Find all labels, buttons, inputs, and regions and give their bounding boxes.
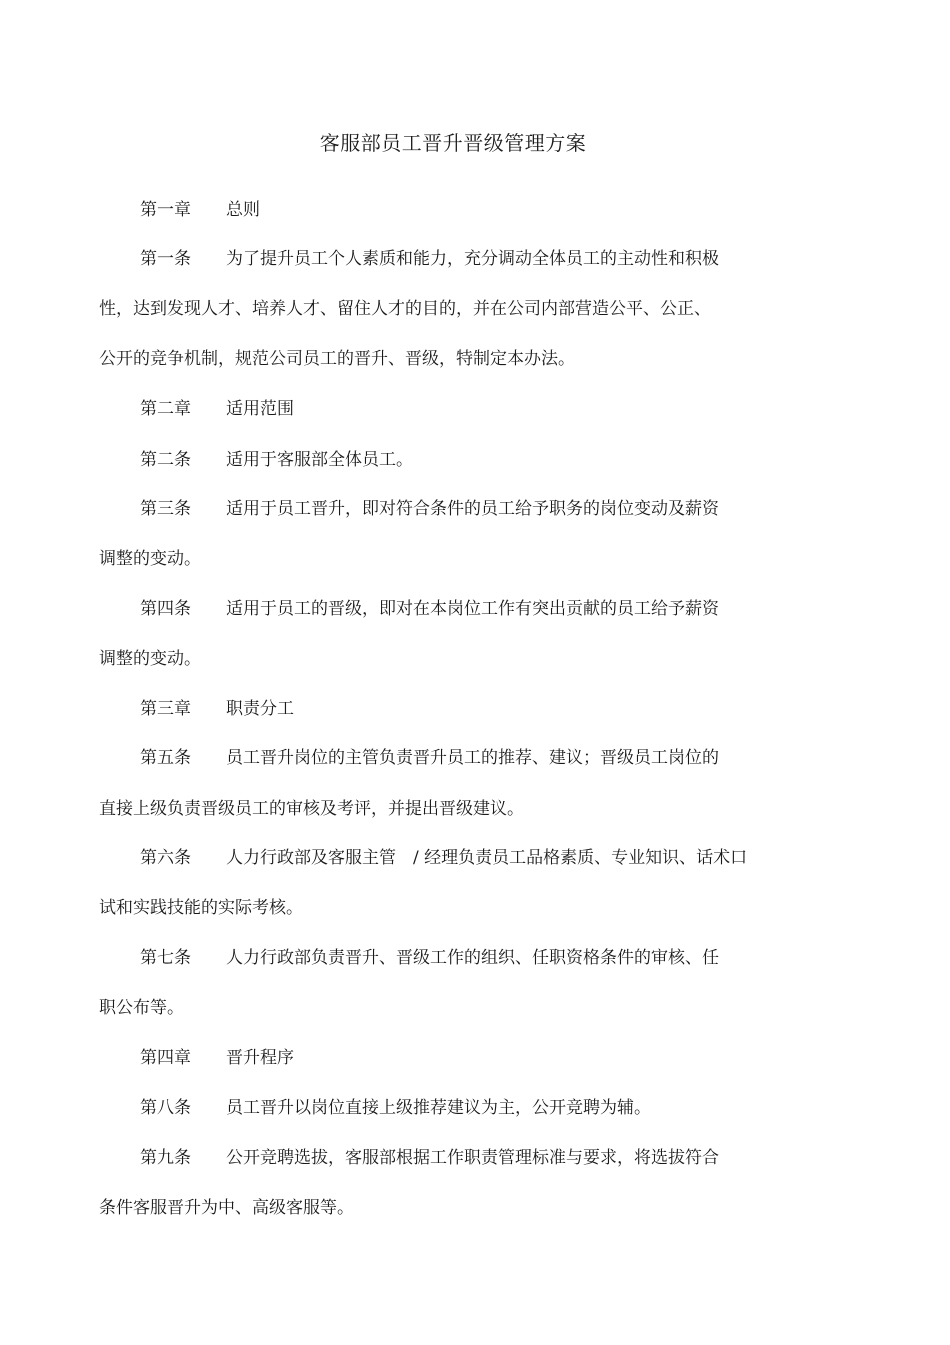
line-number: 第三章 (140, 699, 191, 719)
chapter-heading (140, 697, 294, 721)
continuation-line (99, 297, 711, 321)
chapter-heading (140, 198, 260, 222)
continuation-line (99, 896, 303, 920)
continuation-line (99, 797, 524, 821)
line-text: 条件客服晋升为中、高级客服等。 (99, 1198, 354, 1218)
article-line (140, 846, 747, 870)
line-text: 公开竞聘选拔，客服部根据工作职责管理标准与要求，将选拔符合 (226, 1148, 719, 1168)
line-number: 第四章 (140, 1048, 191, 1068)
line-text: 性，达到发现人才、培养人才、留住人才的目的，并在公司内部营造公平、公正、 (99, 299, 711, 319)
line-number: 第四条 (140, 599, 191, 619)
line-number: 第七条 (140, 948, 191, 968)
line-text: 人力行政部负责晋升、晋级工作的组织、任职资格条件的审核、任 (226, 948, 719, 968)
line-text: 试和实践技能的实际考核。 (99, 898, 303, 918)
article-line (140, 597, 719, 621)
article-line (140, 247, 719, 271)
line-number: 第八条 (140, 1098, 191, 1118)
line-text: 调整的变动。 (99, 549, 201, 569)
line-text: 适用于员工的晋级，即对在本岗位工作有突出贡献的员工给予薪资 (226, 599, 719, 619)
line-text: 公开的竞争机制，规范公司员工的晋升、晋级，特制定本办法。 (99, 349, 575, 369)
line-text: 调整的变动。 (99, 649, 201, 669)
article-line (140, 1096, 651, 1120)
line-number: 第一章 (140, 200, 191, 220)
line-number: 第六条 (140, 848, 191, 868)
article-line (140, 497, 719, 521)
line-number: 第一条 (140, 249, 191, 269)
line-text: 直接上级负责晋级员工的审核及考评，并提出晋级建议。 (99, 799, 524, 819)
continuation-line (99, 547, 201, 571)
line-number: 第二条 (140, 450, 191, 470)
continuation-line (99, 1196, 354, 1220)
line-text: 适用范围 (226, 399, 294, 419)
line-number: 第五条 (140, 748, 191, 768)
line-text: 适用于客服部全体员工。 (226, 450, 413, 470)
line-text: 人力行政部及客服主管 / 经理负责员工品格素质、专业知识、话术口 (226, 848, 748, 868)
line-number: 第二章 (140, 399, 191, 419)
line-number: 第三条 (140, 499, 191, 519)
chapter-heading (140, 397, 294, 421)
document-title: 客服部员工晋升晋级管理方案 (319, 131, 587, 155)
article-line (140, 1146, 719, 1170)
line-text: 晋升程序 (226, 1048, 294, 1068)
article-line (140, 946, 719, 970)
chapter-heading (140, 1046, 294, 1070)
line-text: 员工晋升以岗位直接上级推荐建议为主，公开竞聘为辅。 (226, 1098, 651, 1118)
line-number: 第九条 (140, 1148, 191, 1168)
line-text: 总则 (226, 200, 260, 220)
continuation-line (99, 996, 184, 1020)
article-line (140, 448, 413, 472)
continuation-line (99, 347, 575, 371)
line-text: 职责分工 (226, 699, 294, 719)
line-text: 适用于员工晋升，即对符合条件的员工给予职务的岗位变动及薪资 (226, 499, 719, 519)
article-line (140, 746, 719, 770)
line-text: 为了提升员工个人素质和能力，充分调动全体员工的主动性和积极 (226, 249, 719, 269)
line-text: 员工晋升岗位的主管负责晋升员工的推荐、建议；晋级员工岗位的 (226, 748, 719, 768)
continuation-line (99, 647, 201, 671)
line-text: 职公布等。 (99, 998, 184, 1018)
